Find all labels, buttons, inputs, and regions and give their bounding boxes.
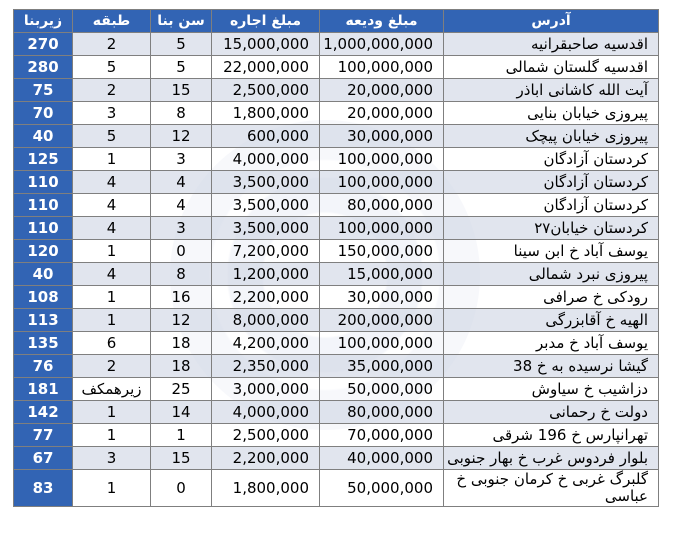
cell-building-age: 8 — [151, 263, 212, 286]
cell-building-age: 4 — [151, 194, 212, 217]
table-row — [14, 102, 659, 125]
cell-address: رودکی خ صرافی — [444, 286, 659, 309]
cell-deposit: 200,000,000 — [320, 309, 444, 332]
table-row — [14, 194, 659, 217]
table-row — [14, 470, 659, 507]
cell-deposit: 1,000,000,000 — [320, 33, 444, 56]
cell-building-age: 14 — [151, 401, 212, 424]
header-address: آدرس — [444, 10, 659, 33]
cell-floor: 1 — [73, 424, 151, 447]
cell-area: 113 — [14, 309, 73, 332]
table-row — [14, 309, 659, 332]
header-area: زیربنا — [14, 10, 73, 33]
cell-deposit: 20,000,000 — [320, 79, 444, 102]
table-row — [14, 263, 659, 286]
cell-rent: 3,500,000 — [212, 171, 320, 194]
cell-area: 40 — [14, 125, 73, 148]
cell-rent: 3,500,000 — [212, 194, 320, 217]
cell-area: 181 — [14, 378, 73, 401]
table-row — [14, 286, 659, 309]
cell-address: پیروزی خیابان پیچک — [444, 125, 659, 148]
cell-area: 142 — [14, 401, 73, 424]
cell-area: 135 — [14, 332, 73, 355]
cell-building-age: 5 — [151, 33, 212, 56]
cell-rent: 22,000,000 — [212, 56, 320, 79]
cell-area: 120 — [14, 240, 73, 263]
cell-address: آیت الله کاشانی اباذر — [444, 79, 659, 102]
cell-address: دولت خ رحمانی — [444, 401, 659, 424]
cell-address: بلوار فردوس غرب خ بهار جنوبی — [444, 447, 659, 470]
table-row — [14, 240, 659, 263]
cell-area: 125 — [14, 148, 73, 171]
cell-floor: 4 — [73, 217, 151, 240]
table-row — [14, 378, 659, 401]
table-row — [14, 355, 659, 378]
cell-rent: 1,800,000 — [212, 470, 320, 507]
cell-building-age: 3 — [151, 148, 212, 171]
cell-rent: 8,000,000 — [212, 309, 320, 332]
cell-building-age: 8 — [151, 102, 212, 125]
cell-rent: 7,200,000 — [212, 240, 320, 263]
cell-deposit: 150,000,000 — [320, 240, 444, 263]
cell-building-age: 18 — [151, 355, 212, 378]
cell-building-age: 5 — [151, 56, 212, 79]
cell-building-age: 12 — [151, 125, 212, 148]
cell-floor: 4 — [73, 171, 151, 194]
cell-floor: 1 — [73, 286, 151, 309]
cell-floor: 4 — [73, 263, 151, 286]
cell-address: یوسف آباد خ مدبر — [444, 332, 659, 355]
cell-rent: 4,000,000 — [212, 401, 320, 424]
table-row — [14, 217, 659, 240]
cell-rent: 600,000 — [212, 125, 320, 148]
cell-floor: 1 — [73, 401, 151, 424]
cell-area: 110 — [14, 194, 73, 217]
header-rent: مبلغ اجاره — [212, 10, 320, 33]
cell-floor: 1 — [73, 470, 151, 507]
cell-floor: 5 — [73, 56, 151, 79]
table-row — [14, 171, 659, 194]
cell-deposit: 80,000,000 — [320, 401, 444, 424]
cell-building-age: 25 — [151, 378, 212, 401]
cell-address: پیروزی نبرد شمالی — [444, 263, 659, 286]
cell-building-age: 15 — [151, 79, 212, 102]
cell-area: 110 — [14, 217, 73, 240]
cell-floor: زیرهمکف — [73, 378, 151, 401]
cell-deposit: 20,000,000 — [320, 102, 444, 125]
cell-deposit: 30,000,000 — [320, 286, 444, 309]
table-row — [14, 332, 659, 355]
cell-rent: 1,200,000 — [212, 263, 320, 286]
cell-deposit: 80,000,000 — [320, 194, 444, 217]
table-header-row — [14, 10, 659, 33]
cell-deposit: 30,000,000 — [320, 125, 444, 148]
table-row — [14, 33, 659, 56]
cell-building-age: 0 — [151, 240, 212, 263]
cell-area: 77 — [14, 424, 73, 447]
cell-deposit: 70,000,000 — [320, 424, 444, 447]
cell-deposit: 40,000,000 — [320, 447, 444, 470]
cell-rent: 2,200,000 — [212, 286, 320, 309]
table-row — [14, 56, 659, 79]
cell-address: الهیه خ آقابزرگی — [444, 309, 659, 332]
rental-listings-table — [13, 9, 659, 507]
cell-floor: 2 — [73, 355, 151, 378]
cell-floor: 3 — [73, 447, 151, 470]
cell-building-age: 3 — [151, 217, 212, 240]
cell-address: اقدسیه گلستان شمالی — [444, 56, 659, 79]
cell-deposit: 50,000,000 — [320, 378, 444, 401]
cell-area: 76 — [14, 355, 73, 378]
cell-floor: 2 — [73, 33, 151, 56]
cell-area: 83 — [14, 470, 73, 507]
cell-deposit: 15,000,000 — [320, 263, 444, 286]
cell-area: 75 — [14, 79, 73, 102]
cell-address: یوسف آباد خ ابن سینا — [444, 240, 659, 263]
cell-area: 108 — [14, 286, 73, 309]
cell-address: کردستان آزادگان — [444, 194, 659, 217]
cell-address: دزاشیب خ سیاوش — [444, 378, 659, 401]
cell-deposit: 50,000,000 — [320, 470, 444, 507]
cell-floor: 1 — [73, 309, 151, 332]
cell-rent: 15,000,000 — [212, 33, 320, 56]
cell-building-age: 16 — [151, 286, 212, 309]
cell-floor: 4 — [73, 194, 151, 217]
cell-rent: 2,350,000 — [212, 355, 320, 378]
cell-floor: 1 — [73, 240, 151, 263]
cell-rent: 4,000,000 — [212, 148, 320, 171]
cell-deposit: 100,000,000 — [320, 148, 444, 171]
cell-area: 270 — [14, 33, 73, 56]
cell-building-age: 18 — [151, 332, 212, 355]
cell-building-age: 0 — [151, 470, 212, 507]
table-row — [14, 401, 659, 424]
cell-rent: 2,500,000 — [212, 79, 320, 102]
table-row — [14, 424, 659, 447]
cell-address: پیروزی خیابان بنایی — [444, 102, 659, 125]
cell-deposit: 100,000,000 — [320, 332, 444, 355]
cell-rent: 3,000,000 — [212, 378, 320, 401]
cell-rent: 4,200,000 — [212, 332, 320, 355]
cell-area: 110 — [14, 171, 73, 194]
cell-address: کردستان خیابان۲۷ — [444, 217, 659, 240]
cell-area: 67 — [14, 447, 73, 470]
cell-address: کردستان آزادگان — [444, 171, 659, 194]
cell-address: گیشا نرسیده به خ 38 — [444, 355, 659, 378]
cell-floor: 2 — [73, 79, 151, 102]
table-row — [14, 447, 659, 470]
cell-floor: 5 — [73, 125, 151, 148]
header-building-age: سن بنا — [151, 10, 212, 33]
cell-deposit: 35,000,000 — [320, 355, 444, 378]
cell-rent: 2,500,000 — [212, 424, 320, 447]
cell-address: گلبرگ غربی خ کرمان جنوبی خ عباسی — [444, 470, 659, 507]
cell-rent: 3,500,000 — [212, 217, 320, 240]
cell-deposit: 100,000,000 — [320, 217, 444, 240]
cell-address: تهرانپارس خ 196 شرقی — [444, 424, 659, 447]
table-row — [14, 125, 659, 148]
cell-address: اقدسیه صاحبقرانیه — [444, 33, 659, 56]
cell-rent: 1,800,000 — [212, 102, 320, 125]
header-floor: طبقه — [73, 10, 151, 33]
cell-floor: 6 — [73, 332, 151, 355]
cell-area: 70 — [14, 102, 73, 125]
cell-area: 40 — [14, 263, 73, 286]
cell-address: کردستان آزادگان — [444, 148, 659, 171]
cell-floor: 3 — [73, 102, 151, 125]
cell-building-age: 15 — [151, 447, 212, 470]
cell-deposit: 100,000,000 — [320, 171, 444, 194]
table-row — [14, 79, 659, 102]
cell-floor: 1 — [73, 148, 151, 171]
cell-area: 280 — [14, 56, 73, 79]
cell-building-age: 4 — [151, 171, 212, 194]
header-deposit: مبلغ ودیعه — [320, 10, 444, 33]
cell-building-age: 1 — [151, 424, 212, 447]
cell-building-age: 12 — [151, 309, 212, 332]
cell-deposit: 100,000,000 — [320, 56, 444, 79]
cell-rent: 2,200,000 — [212, 447, 320, 470]
table-row — [14, 148, 659, 171]
